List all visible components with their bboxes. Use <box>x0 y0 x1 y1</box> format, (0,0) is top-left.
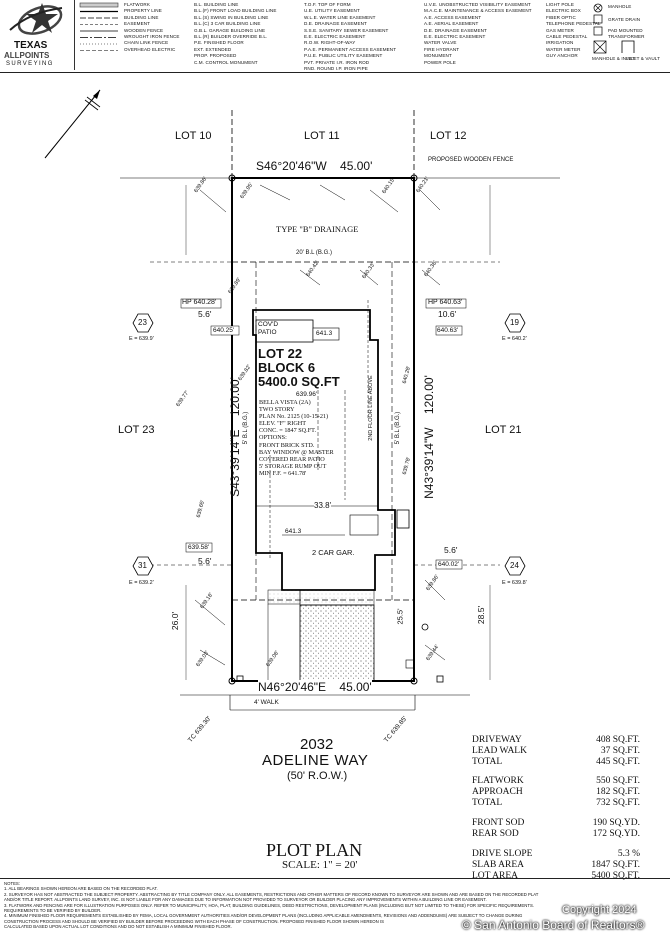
legend-item: GAS METER <box>546 27 574 33</box>
legend-item: B.L. BUILDING LINE <box>194 2 239 7</box>
street-name: ADELINE WAY <box>262 752 369 769</box>
area-row <box>472 798 640 809</box>
area-label: REAR SOD <box>472 829 519 839</box>
legend-item: CHAIN LINK FENCE <box>124 40 169 46</box>
area-label: LOT AREA <box>472 871 519 881</box>
area-label: FLATWORK <box>472 776 524 786</box>
dim-28: 28.5' <box>476 605 487 625</box>
area-row <box>472 818 640 829</box>
pole-icon <box>422 624 428 630</box>
area-label: TOTAL <box>472 757 503 767</box>
legend-col5 <box>546 2 601 60</box>
walk-label: 4' WALK <box>254 699 279 706</box>
legend-item: B.L.(R) BUILDER OVERRIDE B.L. <box>194 33 268 39</box>
legend-col3 <box>304 2 422 72</box>
elev-box-bl: 639.58' <box>188 544 210 551</box>
lot-label-left: LOT 23 <box>118 424 155 436</box>
lot-label-right: LOT 21 <box>485 424 522 436</box>
rear-bl-label: 20' B.L (B.G.) <box>296 250 332 256</box>
legend-item: LIGHT POLE <box>546 2 574 7</box>
bearing-bottom: N46°20'46"E 45.00' <box>258 680 372 694</box>
note-line: 4. MINIMUM FINISHED FLOOR REQUIREMENTS ESTABLISHED BY FEMA, LOCAL GOVERNMENT AUTHORITIES AND/OR DEVELOPMENT PLANS (INCLUDING APPLICABLE AMENDMENTS, REVISIONS AND ADDENDUMS) ARE SUBJECT TO CHANGE DURING <box>4 913 523 919</box>
floor-line-label: 2ND FLOOR LINE ABOVE <box>368 375 374 441</box>
legend-item: EXT. EXTENDED <box>194 46 232 52</box>
area-value: 445 SQ.FT. <box>596 757 640 767</box>
legend-item: W.L.E. WATER LINE EASEMENT <box>304 14 376 20</box>
spot-elev: 639.65' <box>195 499 207 519</box>
legend-item: G.B.L. GARAGE BUILDING LINE <box>194 27 266 33</box>
spot-elev: 640.21' <box>415 175 431 195</box>
area-value: 37 SQ.FT. <box>600 746 640 756</box>
area-value: 408 SQ.FT. <box>596 735 640 745</box>
garage-elev: 641.3 <box>285 528 302 535</box>
address-number: 2032 <box>300 736 334 753</box>
company-logo <box>0 0 75 70</box>
house-info-line: TWO STORY <box>259 406 295 414</box>
realtors-watermark: © San Antonio Board of Realtors® <box>462 918 645 932</box>
area-value: 172 SQ.YD. <box>592 829 640 839</box>
legend-item: MANHOLE <box>608 4 632 9</box>
elev-box-br: 640.02' <box>438 561 460 568</box>
spot-elev: 639.82' <box>237 363 253 383</box>
house-info-line: 5' STORAGE RUMP OUT <box>259 462 327 470</box>
legend-item: A.E. AERIAL EASEMENT <box>424 21 479 27</box>
legend-item: C.M. CONTROL MONUMENT <box>194 59 258 65</box>
copyright-watermark: Copyright 2024 <box>562 904 637 916</box>
legend-item: S.S.E. SANITARY SEWER EASEMENT <box>304 27 389 33</box>
house-info-line: ELEV. "F" RIGHT <box>259 420 307 428</box>
legend-item: P.E. FINISHED FLOOR <box>194 40 244 46</box>
note-line: 3. FLATWORK AND FENCING ARE FOR ILLUSTRATION PURPOSES ONLY. REFER TO MUNICIPALITY, HOA, PLAT, BUILDING GUIDELINES, DEED RESTRICTIONS, DEVELOPMENT PLANS (INCLUDING BUT NOT LIMITED TO THESE) FOR SPECIFIC REQUIREMENTS. <box>4 902 535 908</box>
legend-item: GRATE DRAIN <box>608 17 641 22</box>
north-arrow-icon <box>45 90 100 158</box>
tc-left: TC 639.30' <box>186 715 213 744</box>
width-dimension: 33.8' <box>314 501 332 510</box>
house-info-line: MIN F.F. = 641.78' <box>259 469 307 477</box>
legend-item: PROPERTY LINE <box>124 8 162 14</box>
patio-elev: 641.3 <box>316 330 333 337</box>
hp-left: HP 640.28' <box>182 299 217 306</box>
area-value: 182 SQ.FT. <box>596 787 640 797</box>
note-line: CONSTRUCTION PROCESS AND SHOULD BE VERIFIED BY BUILDER BEFORE PROCEEDING WITH EACH PHASE OF CONSTRUCTION. PROPOSED FINISHED FLOOR SHOWN HEREON IS <box>4 918 385 924</box>
area-label: LEAD WALK <box>472 746 527 756</box>
tc-right: TC 639.85' <box>382 715 409 744</box>
bearing-top: S46°20'46"W 45.00' <box>256 159 373 173</box>
note-line: NOTES: <box>4 881 20 886</box>
right-offset: 10.6' <box>438 309 457 319</box>
spot-elev: 639.44' <box>425 643 441 663</box>
lot-title: LOT 22 <box>258 346 303 361</box>
area-row <box>472 849 640 860</box>
scale-label: SCALE: 1" = 20' <box>282 859 358 871</box>
legend-item: POWER POLE <box>424 59 456 65</box>
legend-item: IRRIGATION <box>546 40 574 46</box>
legend-item: MANHOLE & INLET <box>592 56 635 61</box>
hp-right: HP 640.63' <box>428 299 463 306</box>
area-label: TOTAL <box>472 798 503 808</box>
legend-header <box>0 0 670 73</box>
front-walk <box>268 590 300 604</box>
legend-item: RND. ROUND I.P. IRON PIPE <box>304 65 368 71</box>
spot-elev: 639.95' <box>239 181 255 201</box>
bearing-right: N43°39'14"W 120.00' <box>422 375 436 499</box>
bearing-left: S43°39'14"E 120.00' <box>228 377 242 497</box>
legend-item: P.A.E. PERMANENT ACCESS EASEMENT <box>304 46 397 52</box>
legend-item: P.U.E. PUBLIC UTILITY EASEMENT <box>304 53 383 59</box>
proposed-fence-label: PROPOSED WOODEN FENCE <box>428 157 514 163</box>
legend-item: M.A.C.E. MAINTENANCE & ACCESS EASEMENT <box>424 8 532 14</box>
legend-item: MONUMENT <box>424 53 452 59</box>
area-label: DRIVEWAY <box>472 735 522 745</box>
house-info-line: OPTIONS: <box>259 434 287 442</box>
spot-elev: 639.03' <box>195 649 211 669</box>
legend-item: U.E. UTILITY EASEMENT <box>304 8 360 14</box>
logo-subtitle2: SURVEYING <box>6 61 54 67</box>
legend-item: FIRE HYDRANT <box>424 46 460 52</box>
spot-elev: 639.86' <box>193 175 209 195</box>
spot-elev: 639.18' <box>199 591 215 611</box>
legend-col6 <box>592 1 668 71</box>
area-row <box>472 746 640 757</box>
elev-marker: E = 639.2' <box>129 580 154 586</box>
area-value: 1847 SQ.FT. <box>591 860 640 870</box>
elev-box-left: 640.25' <box>213 327 235 334</box>
legend-item: INLET & VAULT <box>626 56 660 61</box>
area-value: 732 SQ.FT. <box>596 798 640 808</box>
legend-item: PVT. PRIVATE I.R. IRON ROD <box>304 59 370 65</box>
side-bl-right: 5' B.L (B.G.) <box>395 411 401 445</box>
hex-label: 23 <box>138 318 147 327</box>
legend-item: WATER METER <box>546 46 581 52</box>
house-info-line: COVERED REAR PATIO <box>259 455 325 463</box>
legend-item: T.O.F. TOP OF FORM <box>304 2 351 7</box>
house-info-line: BAY WINDOW @ MASTER <box>259 448 334 456</box>
legend-item: D.E. DRAINAGE EASEMENT <box>304 21 367 27</box>
legend-item: D.E. DRAINAGE EASEMENT <box>424 27 487 33</box>
area-value: 550 SQ.FT. <box>596 776 640 786</box>
legend-item: PAD MOUNTED TRANSFORMER <box>608 28 645 40</box>
house-info-line: FRONT BRICK STD. <box>259 441 315 449</box>
area-row <box>472 735 640 746</box>
covd-patio-label: COV'D PATIO <box>258 321 279 336</box>
legend-item: WOODEN FENCE <box>124 27 164 33</box>
lot-label-top-right: LOT 12 <box>430 130 467 142</box>
logo-title: TEXAS <box>14 40 48 51</box>
sqft-title: 5400.0 SQ.FT <box>258 374 340 389</box>
elev-marker: E = 639.8' <box>502 580 527 586</box>
legend-item: U.V.E. UNOBSTRUCTED VISIBILITY EASEMENT <box>424 2 531 7</box>
lot-label-top-left: LOT 10 <box>175 130 212 142</box>
side-bl-left: 5' B.L (B.G.) <box>243 411 249 445</box>
house-info-line: CONC. = 1847 SQ.FT. <box>259 427 317 435</box>
dim-26: 26.0' <box>170 611 181 631</box>
area-value: 5.3 % <box>617 849 640 859</box>
block-title: BLOCK 6 <box>258 360 316 375</box>
drainage-label: TYPE "B" DRAINAGE <box>276 224 359 234</box>
center-elevation: 639.96' <box>296 391 318 398</box>
dim-right-bottom: 5.6' <box>444 545 458 555</box>
house-info-line: BELLA VISTA (2A) <box>259 399 311 406</box>
legend-item: BUILDING LINE <box>124 14 159 20</box>
driveway <box>300 605 374 681</box>
legend-item: FLATWORK <box>124 2 150 7</box>
legend-item: OVERHEAD ELECTRIC <box>124 46 176 52</box>
legend-item: EASEMENT <box>124 21 151 27</box>
spot-elev: 639.77' <box>175 389 191 409</box>
legend-item: TELEPHONE PEDESTAL <box>546 21 601 27</box>
spot-elev: 640.42' <box>305 259 321 279</box>
notes-divider <box>0 878 670 879</box>
spot-elev: 640.38' <box>423 259 439 279</box>
legend-item: CABLE PEDESTAL <box>546 33 588 39</box>
spot-elev: 640.15' <box>381 176 397 196</box>
legend-item: B.L.(S) SWING IN BUILDING LINE <box>194 14 269 20</box>
lot-label-top-mid: LOT 11 <box>304 130 340 142</box>
area-label: FRONT SOD <box>472 818 525 828</box>
spot-elev: 639.78' <box>401 456 413 476</box>
hex-label: 24 <box>510 561 519 570</box>
note-line: AND/OR TITLE REPORT. ALLPOINTS LAND SURVEY, INC. IS NOT LIABLE FOR ANY DAMAGES DUE TO INFORMATION NOT PROVIDED TO SURVEYOR OR BUILDER PLACING ANY IMPROVEMENTS WITHIN A BUILDING LINE OR EASEMENT. <box>4 897 487 903</box>
right-of-way: (50' R.O.W.) <box>287 770 348 782</box>
elev-marker: E = 640.2' <box>502 336 527 342</box>
hex-label: 19 <box>510 318 519 327</box>
spot-elev: 639.86' <box>425 573 441 593</box>
elev-marker: E = 639.9' <box>129 336 154 342</box>
area-row <box>472 829 640 840</box>
spot-elev: 640.33' <box>361 261 377 281</box>
left-offset: 5.6' <box>198 309 212 319</box>
area-table <box>472 735 640 882</box>
meter-box <box>437 676 443 682</box>
legend-item: WATER VALVE <box>424 40 457 46</box>
dim-left-bottom: 5.6' <box>198 556 212 566</box>
area-label: SLAB AREA <box>472 860 524 870</box>
legend-item: B.L.(C) 3 CAR BUILDING LINE <box>194 21 261 27</box>
legend-item: GUY ANCHOR <box>546 53 578 59</box>
area-value: 190 SQ.YD. <box>592 818 640 828</box>
area-row <box>472 757 640 768</box>
legend-item: A.E. ACCESS EASEMENT <box>424 14 482 20</box>
legend-item: ELECTRIC BOX <box>546 8 581 14</box>
legend-item: E.E. ELECTRIC EASEMENT <box>304 33 366 39</box>
legend-item: R.O.W. RIGHT-OF-WAY <box>304 40 356 46</box>
area-label: DRIVE SLOPE <box>472 849 533 859</box>
garage-label: 2 CAR GAR. <box>312 548 355 557</box>
legend-item: WROUGHT IRON FENCE <box>124 33 180 39</box>
legend-item: E.E. ELECTRIC EASEMENT <box>424 33 486 39</box>
area-row <box>472 776 640 787</box>
house-info <box>259 399 349 477</box>
legend-item: B.L.(F) FRONT LOAD BUILDING LINE <box>194 8 277 14</box>
logo-subtitle: ALLPOINTS <box>4 51 50 60</box>
star-logo-icon <box>0 0 74 44</box>
legend-col4 <box>424 2 542 66</box>
note-line: 1. ALL BEARINGS SHOWN HEREON ARE BASED ON THE RECORDED PLAT. <box>4 886 158 892</box>
note-line: REQUIREMENTS TO BE VERIFIED BY BUILDER. <box>4 908 102 914</box>
area-label: APPROACH <box>472 787 523 797</box>
legend-item: PROP. PROPOSED <box>194 53 237 59</box>
dim-25: 25.5' <box>395 608 405 625</box>
legend-col1 <box>124 2 192 53</box>
note-line: 2. SURVEYOR HAS NOT ABSTRACTED THE SUBJECT PROPERTY. ABSTRACTING BY TITLE COMPANY ONLY. ALL EASEMENTS, RESTRICTIONS AND OTHER MATTERS OF RECORD KNOWN TO SURVEYOR ARE SHOWN AND ARE BASED ON THE RECORDED PLAT <box>4 891 539 897</box>
plot-plan-title: PLOT PLAN <box>266 840 363 860</box>
hex-label: 31 <box>138 561 147 570</box>
area-row <box>472 860 640 871</box>
area-row <box>472 787 640 798</box>
spot-elev: 639.89' <box>227 276 243 296</box>
house-info-line: PLAN No. 2125 (10-15-21) <box>259 413 329 421</box>
elev-box-right: 640.63' <box>437 327 459 334</box>
spot-elev: 639.08' <box>265 649 281 669</box>
note-line: CALCULATED BASED UPON ACTUAL LOT CONDITIONS AND DO NOT ESTABLISH A MINIMUM FINISHED FLOOR. <box>4 924 232 930</box>
area-value: 5400 SQ.FT. <box>591 871 640 881</box>
legend-col2 <box>194 2 302 66</box>
legend-line-swatches <box>78 2 120 68</box>
legend-item: FIBER OPTIC <box>546 14 576 20</box>
spot-elev: 640.28' <box>401 365 413 385</box>
